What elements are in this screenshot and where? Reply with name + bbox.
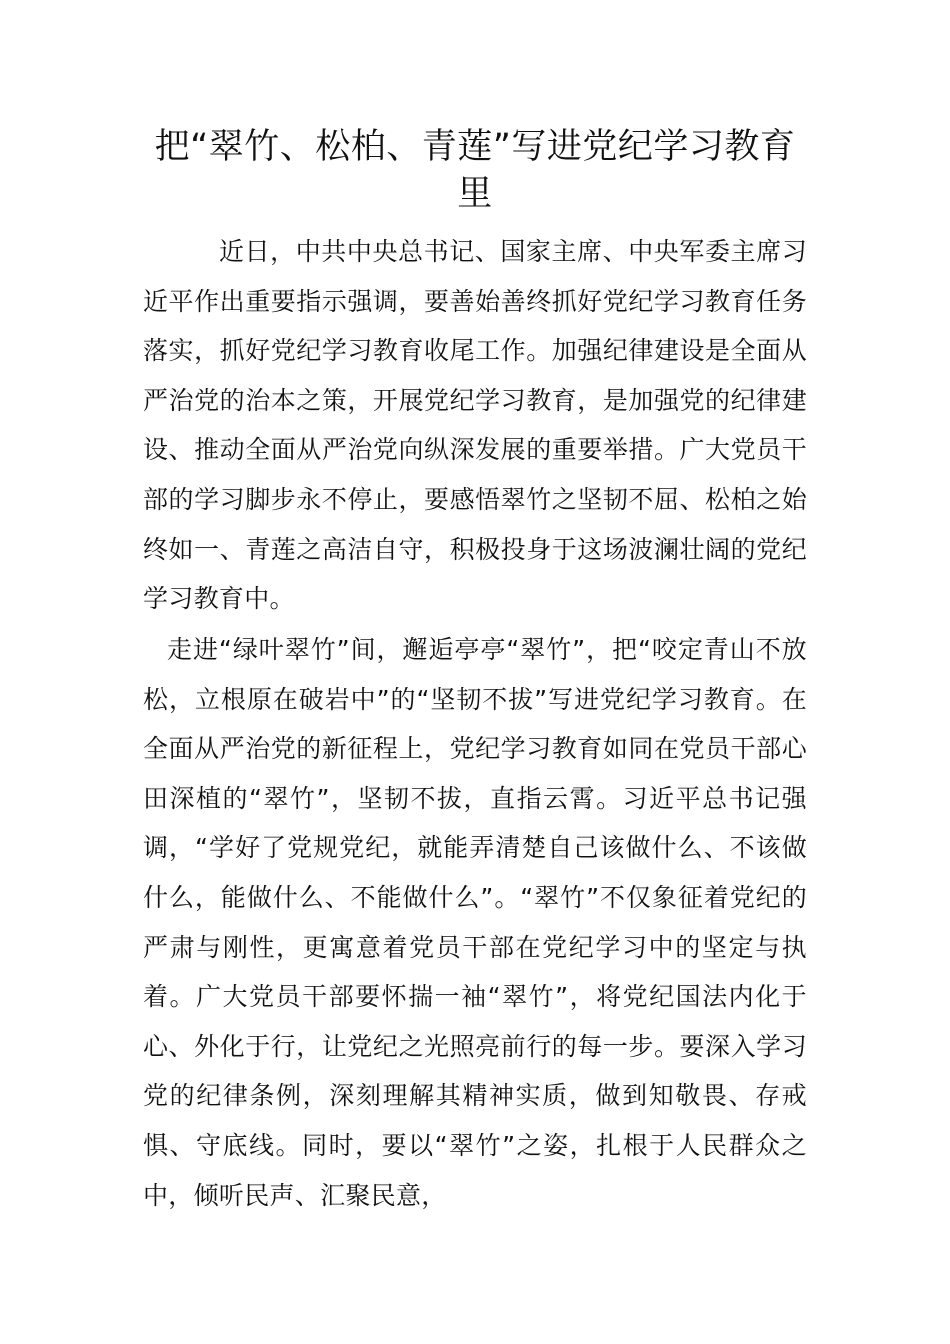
body-paragraph-1: 近日，中共中央总书记、国家主席、中央军委主席习近平作出重要指示强调，要善始善终抓好党纪学习教育任务落实，抓好党纪学习教育收尾工作。加强纪律建设是全面从严治党的治本之策，开展党纪学习教育，是加强党的纪律建设、推动全面从严治党向纵深发展的重要举措。广大党员干部的学习脚步永不停止，要感悟翠竹之坚韧不屈、松柏之始终如一、青莲之高洁自守，积极投身于这场波澜壮阔的党纪学习教育中。: [143, 237, 807, 614]
body-paragraph-2: 走进“绿叶翠竹”间，邂逅亭亭“翠竹”，把“咬定青山不放松，立根原在破岩中”的“坚韧不拔”写进党纪学习教育。在全面从严治党的新征程上，党纪学习教育如同在党员干部心田深植的“翠竹”，坚韧不拔，直指云霄。习近平总书记强调，“学好了党规党纪，就能弄清楚自己该做什么、不该做什么，能做什么、不能做什么”。“翠竹”不仅象征着党纪的严肃与刚性，更寓意着党员干部在党纪学习中的坚定与执着。广大党员干部要怀揣一袖“翠竹”，将党纪国法内化于心、外化于行，让党纪之光照亮前行的每一步。要深入学习党的纪律条例，深刻理解其精神实质，做到知敬畏、存戒惧、守底线。同时，要以“翠竹”之姿，扎根于人民群众之中，倾听民声、汇聚民意，: [143, 635, 807, 1210]
document-title: 把“翠竹、松柏、青莲”写进党纪学习教育里: [154, 127, 796, 214]
